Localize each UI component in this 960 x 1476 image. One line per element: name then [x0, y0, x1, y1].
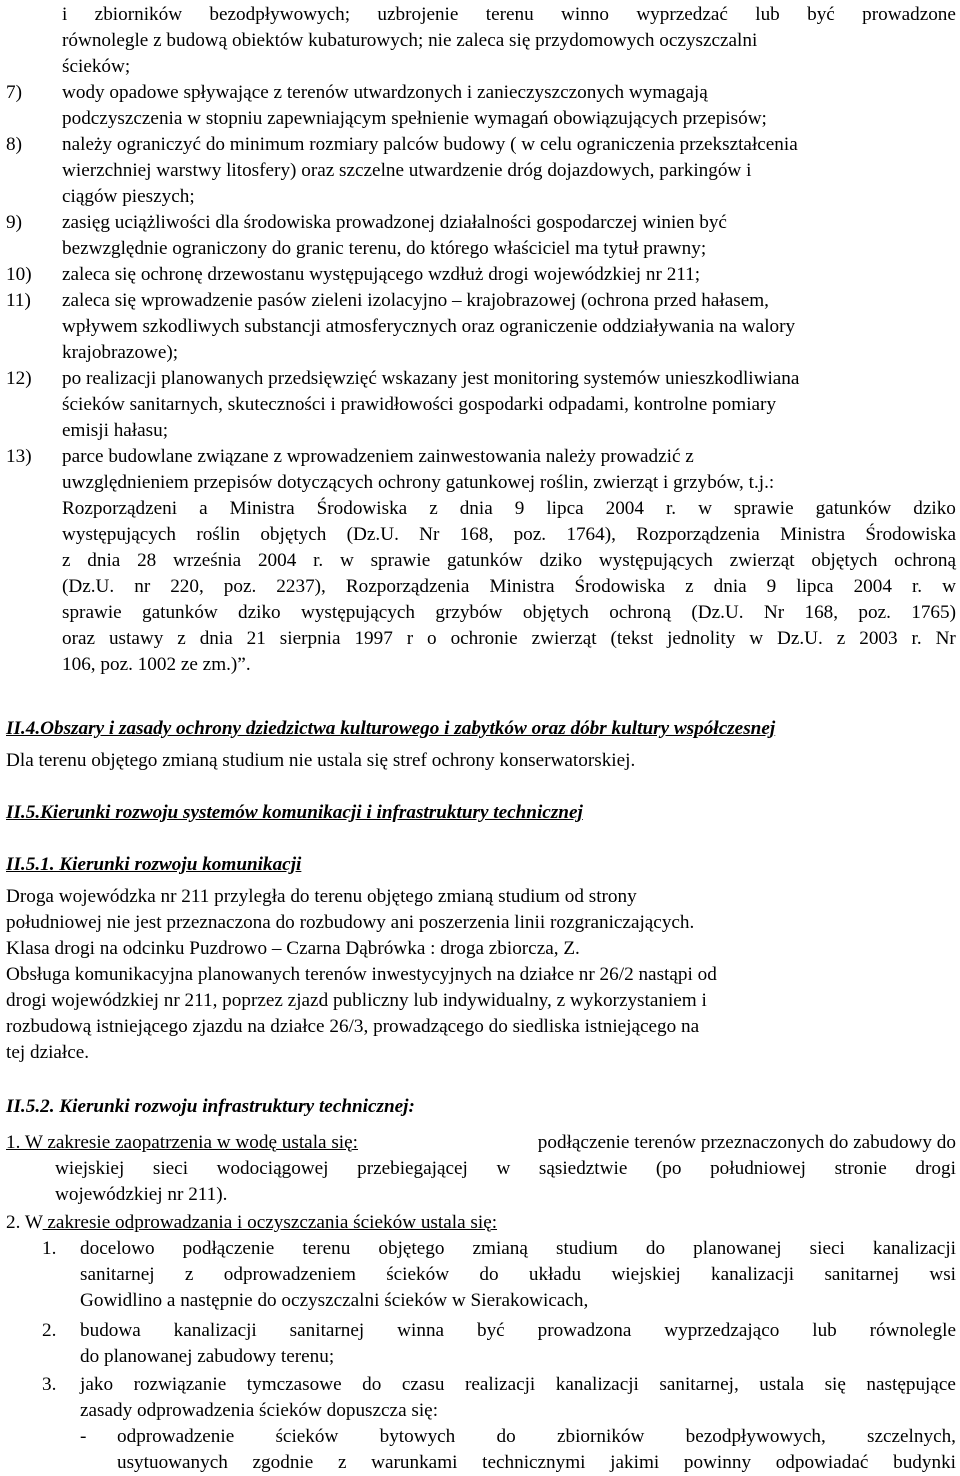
list-dash: -	[80, 1426, 87, 1447]
text-line: ścieków;	[62, 56, 131, 77]
text-line: z dnia 28 września 2004 r. w sprawie gatunków dziko występujących zwierząt objętych ochroną	[62, 550, 956, 571]
section-heading-2-5-1: II.5.1. Kierunki rozwoju komunikacji	[6, 854, 302, 875]
text-line: bezwzględnie ograniczony do granic terenu, do którego właściciel ma tytuł prawny;	[62, 238, 707, 259]
text-line: po realizacji planowanych przedsięwzięć wskazany jest monitoring systemów unieszkodliwiana	[62, 368, 800, 389]
text-line: docelowo podłączenie terenu objętego zmianą studium do planowanej sieci kanalizacji	[80, 1238, 956, 1259]
list-number: 3.	[42, 1374, 57, 1395]
text-line: wpływem szkodliwych substancji atmosferycznych oraz ograniczenie oddziaływania na walory	[62, 316, 796, 337]
list-number: 11)	[6, 290, 31, 311]
text-line: równolegle z budową obiektów kubaturowych; nie zaleca się przydomowych oczyszczalni	[62, 30, 758, 51]
text-line: emisji hałasu;	[62, 420, 169, 441]
text-line: Klasa drogi na odcinku Puzdrowo – Czarna Dąbrówka : droga zbiorcza, Z.	[6, 938, 580, 959]
text-line: ścieków sanitarnych, skuteczności i prawidłowości gospodarki odpadami, kontrolne pomiary	[62, 394, 777, 415]
text-line: południowej nie jest przeznaczona do rozbudowy ani poszerzenia linii rozgraniczających.	[6, 912, 695, 933]
text-line: odprowadzenie ścieków bytowych do zbiorników bezodpływowych, szczelnych,	[117, 1426, 956, 1447]
text-line: należy ograniczyć do minimum rozmiary palców budowy ( w celu ograniczenia przekształcenia	[62, 134, 798, 155]
list-number: 10)	[6, 264, 32, 285]
text-line: sprawie gatunków dziko występujących grzybów objętych ochroną (Dz.U. Nr 168, poz. 1765)	[62, 602, 956, 623]
text-line: wierzchniej warstwy litosfery) oraz szczelne utwardzenie dróg dojazdowych, parkingów i	[62, 160, 752, 181]
text-line: podczyszczenia w stopniu zapewniającym spełnienie wymagań obowiązujących przepisów;	[62, 108, 767, 129]
text-line: parce budowlane związane z wprowadzeniem zainwestowania należy prowadzić z	[62, 446, 694, 467]
subsection-label: zakresie odprowadzania i oczyszczania ścieków ustala się:	[42, 1212, 498, 1233]
text-line: zasięg uciążliwości dla środowiska prowadzonej działalności gospodarczej winien być	[62, 212, 727, 233]
list-number: 13)	[6, 446, 32, 467]
text-line: Obsługa komunikacyjna planowanych terenów inwestycyjnych na działce nr 26/2 nastąpi od	[6, 964, 717, 985]
text-line: wody opadowe spływające z terenów utwardzonych i zanieczyszczonych wymagają	[62, 82, 708, 103]
text-line: wojewódzkiej nr 211).	[55, 1184, 228, 1205]
list-number: 8)	[6, 134, 22, 155]
list-number: 12)	[6, 368, 32, 389]
text-line: ciągów pieszych;	[62, 186, 195, 207]
text-line: zaleca się ochronę drzewostanu występującego wzdłuż drogi wojewódzkiej nr 211;	[62, 264, 701, 285]
text-line: zaleca się wprowadzenie pasów zieleni izolacyjno – krajobrazowej (ochrona przed hałasem,	[62, 290, 769, 311]
text-line: występujących roślin objętych (Dz.U. Nr 168, poz. 1764), Rozporządzenia Ministra Środowiska	[62, 524, 956, 545]
text-line: 1. W zakresie zaopatrzenia w wodę ustala się: podłączenie terenów przeznaczonych do zabudowy do	[6, 1130, 956, 1156]
text-line: Gowidlino a następnie do oczyszczalni ścieków w Sierakowicach,	[80, 1290, 589, 1311]
text-line: Dla terenu objętego zmianą studium nie ustala się stref ochrony konserwatorskiej.	[6, 750, 636, 771]
text-line: Droga wojewódzka nr 211 przyległa do terenu objętego zmianą studium od strony	[6, 886, 637, 907]
text-line: tej działce.	[6, 1042, 90, 1063]
text-line: drogi wojewódzkiej nr 211, poprzez zjazd publiczny lub indywidualny, z wykorzystaniem i	[6, 990, 707, 1011]
text-line: budowa kanalizacji sanitarnej winna być prowadzona wyprzedzająco lub równolegle	[80, 1320, 956, 1341]
text-line: rozbudową istniejącego zjazdu na działce 26/3, prowadzącego do siedliska istniejącego na	[6, 1016, 700, 1037]
section-heading-2-5-2: II.5.2. Kierunki rozwoju infrastruktury technicznej:	[6, 1096, 415, 1117]
text-line: Rozporządzeni a Ministra Środowiska z dnia 9 lipca 2004 r. w sprawie gatunków dziko	[62, 498, 956, 519]
text-line: i zbiorników bezodpływowych; uzbrojenie terenu winno wyprzedzać lub być prowadzone	[62, 4, 956, 25]
text-line: 106, poz. 1002 ze zm.)”.	[62, 654, 251, 675]
list-number: 7)	[6, 82, 22, 103]
list-number: 1.	[42, 1238, 57, 1259]
text-line: (Dz.U. nr 220, poz. 2237), Rozporządzenia Ministra Środowiska z dnia 9 lipca 2004 r. w	[62, 576, 956, 597]
list-number: 2.	[42, 1320, 57, 1341]
text-line: jako rozwiązanie tymczasowe do czasu realizacji kanalizacji sanitarnej, ustala się następujące	[80, 1374, 956, 1395]
text-line: do planowanej zabudowy terenu;	[80, 1346, 335, 1367]
text-line: krajobrazowe);	[62, 342, 179, 363]
text-line: usytuowanych zgodnie z warunkami technicznymi jakimi powinny odpowiadać budynki	[117, 1452, 956, 1473]
subsection-label: 1. W zakresie zaopatrzenia w wodę ustala się:	[6, 1132, 358, 1153]
text-line: wiejskiej sieci wodociągowej przebiegającej w sąsiedztwie (po południowej stronie drogi	[55, 1158, 956, 1179]
text-line: 2. W zakresie odprowadzania i oczyszczania ścieków ustala się:	[6, 1212, 498, 1233]
list-number: 9)	[6, 212, 22, 233]
text-line: sanitarnej z odprowadzeniem ścieków do układu wiejskiej kanalizacji sanitarnej wsi	[80, 1264, 956, 1285]
text-line: uwzględnieniem przepisów dotyczących ochrony gatunkowej roślin, zwierząt i grzybów, t.j.:	[62, 472, 775, 493]
section-heading-2-5: II.5.Kierunki rozwoju systemów komunikacji i infrastruktury technicznej	[6, 802, 583, 823]
text-line: oraz ustawy z dnia 21 sierpnia 1997 r o ochronie zwierząt (tekst jednolity w Dz.U. z 2003 r. Nr	[62, 628, 956, 649]
text-line: zasady odprowadzenia ścieków dopuszcza się:	[80, 1400, 439, 1421]
section-heading-2-4: II.4.Obszary i zasady ochrony dziedzictwa kulturowego i zabytków oraz dóbr kultury współczesnej	[6, 718, 776, 739]
